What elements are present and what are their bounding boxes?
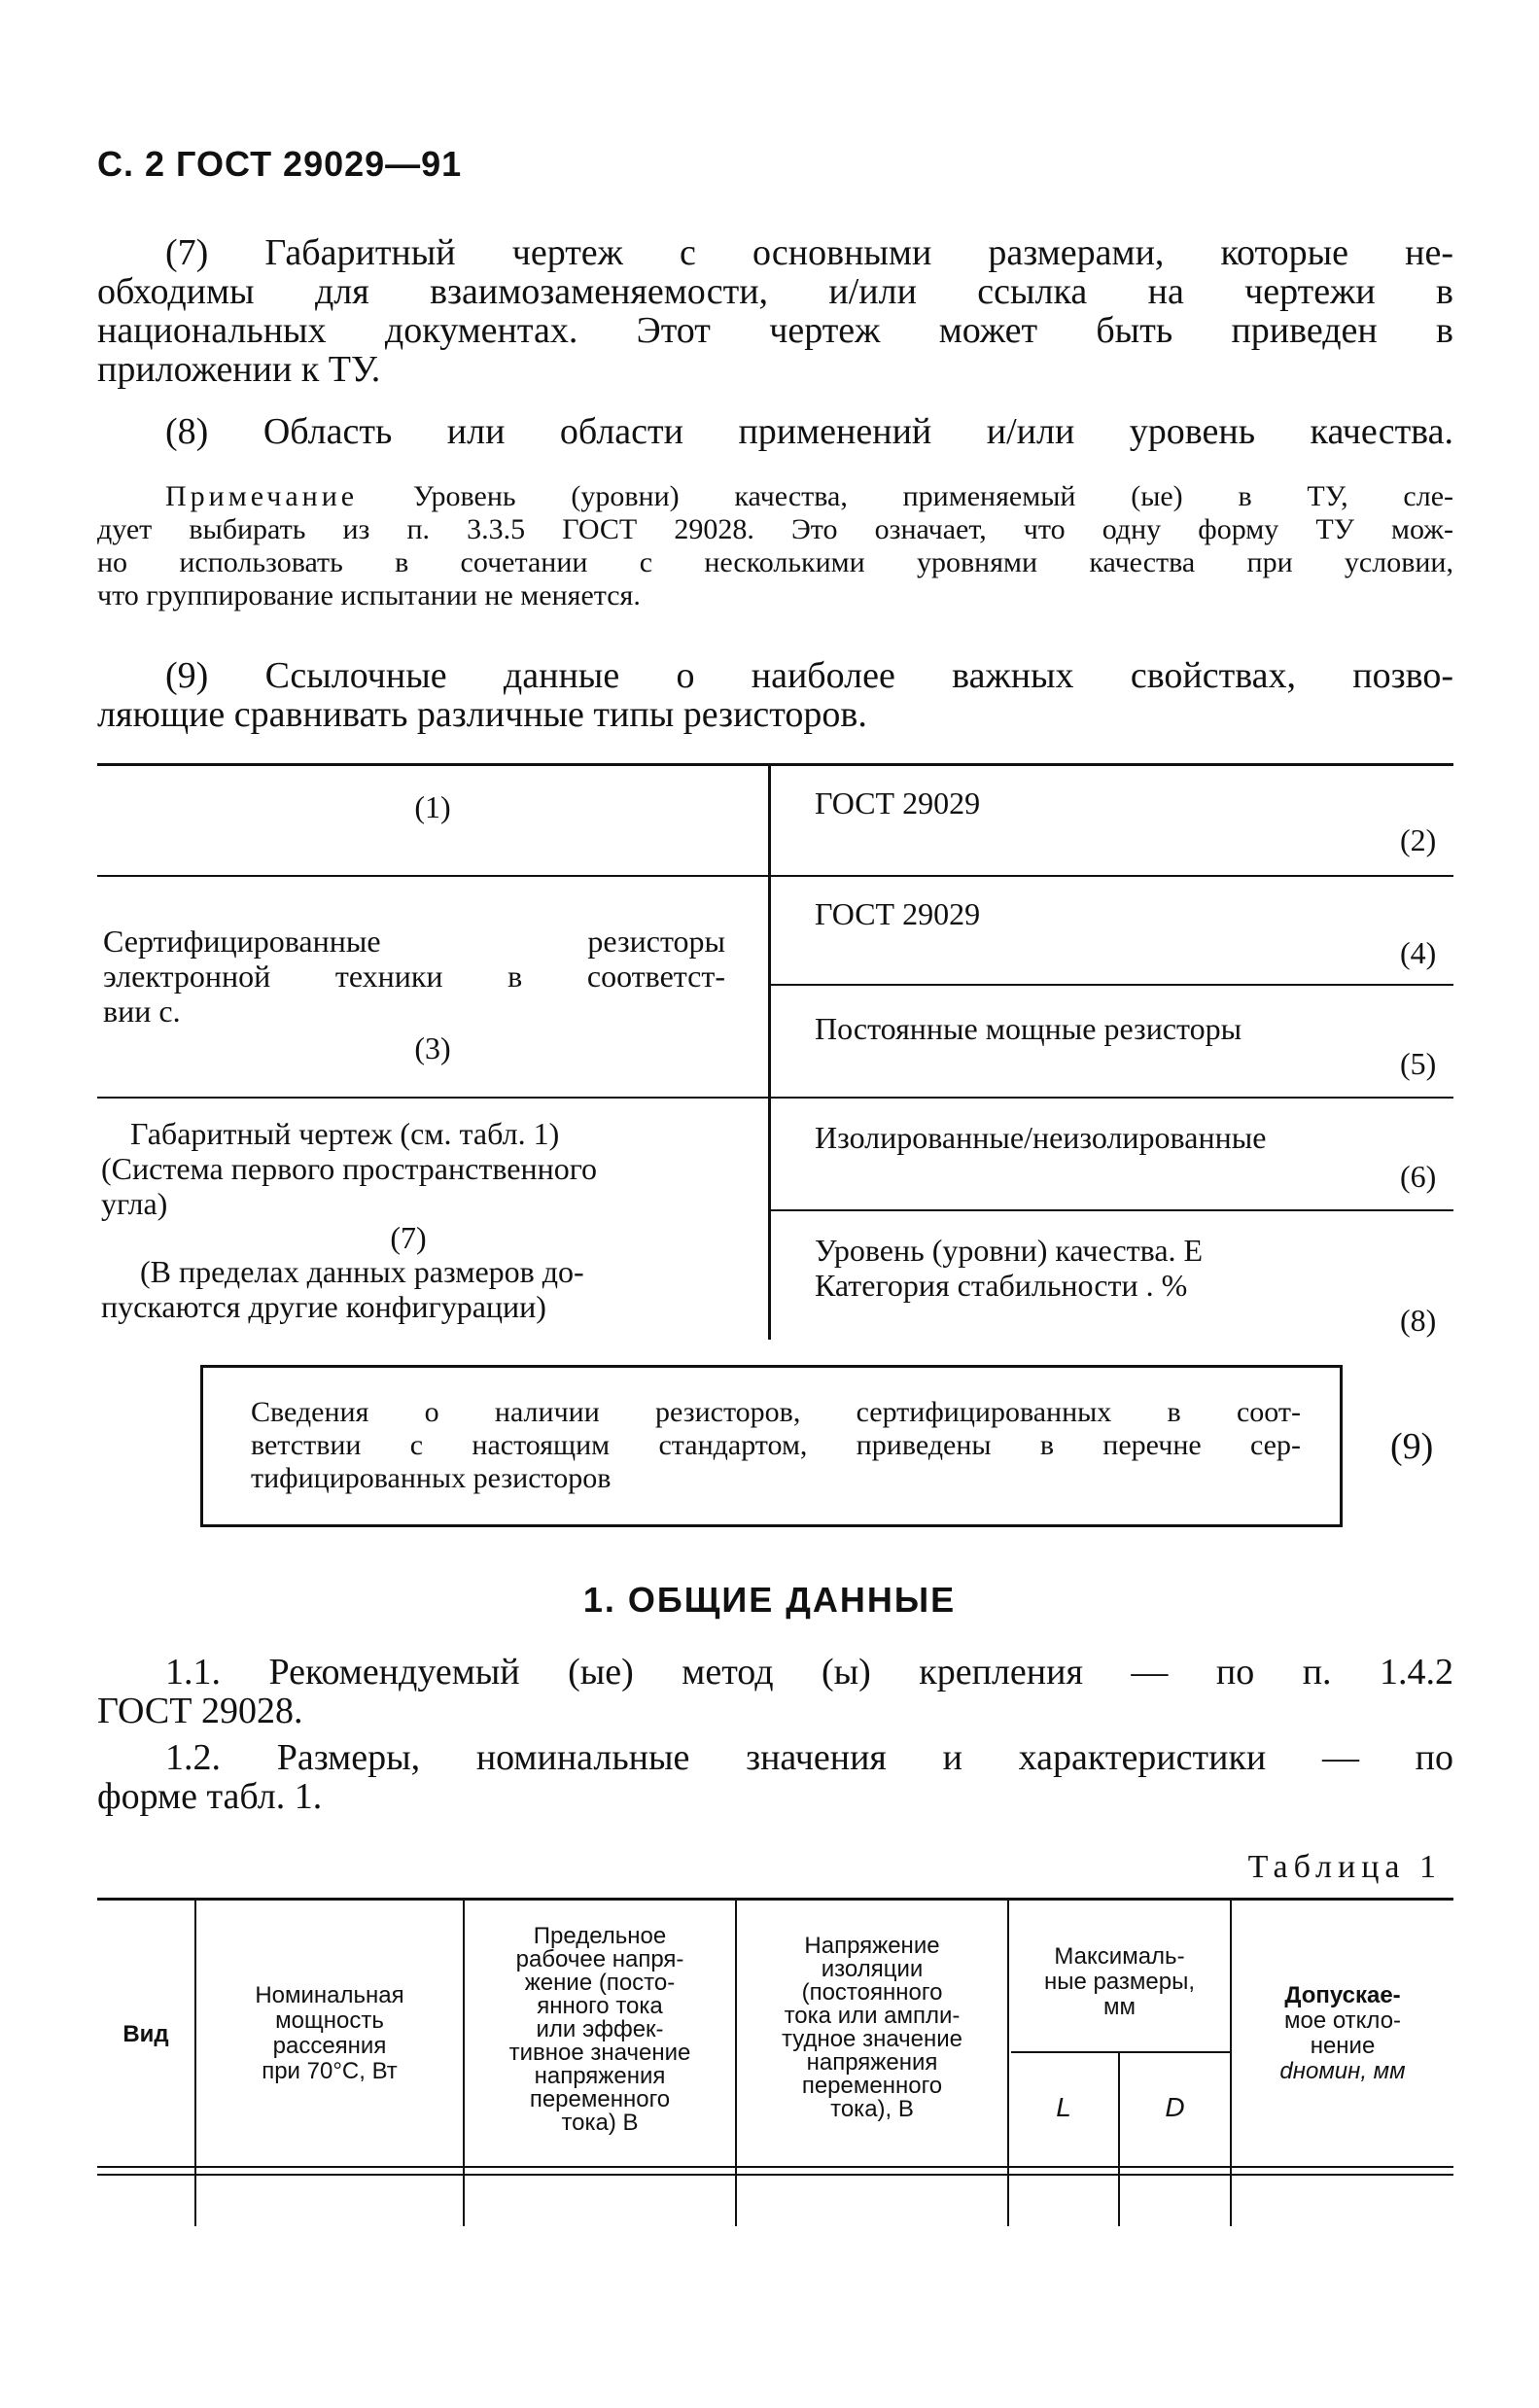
table1-head-isolation-line: тока), В xyxy=(830,2096,914,2122)
item7-line: обходимы для взаимозаменяемости, и/или ссылка на чертежи в xyxy=(97,271,1453,312)
table1-max-rule xyxy=(1011,2051,1230,2053)
note-line xyxy=(97,480,1453,513)
form-cell-7-line: Габаритный чертеж (см. табл. 1) xyxy=(130,1116,560,1151)
p11-paragraph xyxy=(97,1653,1453,1730)
form-cell-8-line: Категория стабильности . % xyxy=(815,1268,1188,1303)
table1-caption: Таблица 1 xyxy=(1247,1849,1442,1885)
table1-head-L: L xyxy=(1056,2092,1071,2122)
table1-head-voltage-line: переменного xyxy=(529,2086,671,2112)
box9-line: Сведения о наличии резисторов, сертифицированных в соот- xyxy=(251,1396,1301,1428)
form-cell-7-extra xyxy=(101,1254,723,1324)
item8-line: (8) Область или области применений и/или уровень качества. xyxy=(165,411,1453,452)
table1-head-power-line: Номинальная xyxy=(255,1982,404,2008)
table1-head-power xyxy=(196,1983,463,2084)
p11-line: ГОСТ 29028. xyxy=(97,1691,303,1731)
note-label: Примечание xyxy=(165,480,359,512)
note-line: но использовать в сочетании с несколькими уровнями качества при условии, xyxy=(97,546,1453,578)
p12-line: форме табл. 1. xyxy=(97,1776,323,1817)
table1-head-max-line: ные размеры, xyxy=(1043,1969,1196,1995)
form-rule-left-1 xyxy=(97,875,768,877)
note-line: дует выбирать из п. 3.3.5 ГОСТ 29028. Это означает, что одну форму ТУ мож- xyxy=(97,513,1453,545)
table1-top-rule xyxy=(97,1898,1453,1901)
form-rule-right-1 xyxy=(771,875,1453,877)
box9-top-rule xyxy=(200,1365,1343,1368)
form-rule-left-2 xyxy=(97,1097,768,1099)
table1-head-power-line: при 70°С, Вт xyxy=(262,2058,398,2084)
item8-paragraph xyxy=(97,412,1453,451)
box9-bottom-rule xyxy=(200,1524,1343,1527)
item7-paragraph xyxy=(97,233,1453,389)
table1-head-voltage-line: или эффек- xyxy=(536,2016,664,2042)
table1-head-voltage-line: тивное значение xyxy=(508,2040,691,2066)
form-cell-8-line: Уровень (уровни) качества. Е xyxy=(815,1233,1204,1268)
form-cell-4-num: (4) xyxy=(1400,935,1437,970)
form-cell-7-line: угла) xyxy=(101,1186,168,1221)
form-cell-3-num: (3) xyxy=(414,1030,451,1065)
table1-head-voltage-line: Предельное xyxy=(533,1923,667,1949)
table1-head-voltage-line: напряжения xyxy=(534,2063,666,2089)
p12-line: 1.2. Размеры, номинальные значения и характеристики — по xyxy=(165,1737,1453,1778)
box9-right-rule xyxy=(1340,1365,1343,1527)
table1-head-deviation-line: мое откло- xyxy=(1283,2007,1402,2034)
form-cell-7-line: (Система первого пространственного xyxy=(101,1151,598,1186)
item9-line: ляющие сравнивать различные типы резисторов. xyxy=(97,694,867,735)
form-cell-1: (1) xyxy=(414,789,451,824)
form-cell-6-num: (6) xyxy=(1400,1159,1437,1194)
table1-head-max-line: мм xyxy=(1103,1994,1136,2020)
table1-head-vid: Вид xyxy=(122,2021,169,2047)
table1-head-deviation-line: dномин, мм xyxy=(1279,2058,1406,2084)
table1-header-rule-1 xyxy=(97,2166,1453,2168)
form-center-rule xyxy=(768,766,771,1340)
form-cell-5-text: Постоянные мощные резисторы xyxy=(815,1011,1242,1046)
box9-line: ветствии с настоящим стандартом, приведены в перечне сер- xyxy=(251,1429,1301,1461)
table1-head-voltage xyxy=(465,1925,735,2135)
table1-head-power-line: мощность xyxy=(275,2007,384,2034)
form-cell-6-text: Изолированные/неизолированные xyxy=(815,1120,1267,1155)
form-rule-right-2 xyxy=(771,984,1453,986)
form-cell-3 xyxy=(103,924,725,1029)
item7-line: национальных документах. Этот чертеж может быть приведен в xyxy=(97,310,1453,351)
form-cell-7-extra-line: пускаются другие конфигурации) xyxy=(101,1289,546,1324)
section-title: 1. ОБЩИЕ ДАННЫЕ xyxy=(582,1580,957,1620)
p11-line: 1.1. Рекомендуемый (ые) метод (ы) крепления — по п. 1.4.2 xyxy=(165,1652,1453,1693)
table1-head-deviation-line: нение xyxy=(1310,2033,1376,2059)
form-top-rule xyxy=(97,763,1453,766)
table1-head-isolation-line: изоляции xyxy=(821,1956,924,1982)
table1-col-rule xyxy=(1118,2053,1120,2226)
table1-head-voltage-line: янного тока xyxy=(537,1993,663,2019)
form-cell-7 xyxy=(101,1116,723,1221)
table1-head-isolation-line: (постоянного xyxy=(801,1979,943,2006)
table1-head-isolation-line: переменного xyxy=(801,2073,943,2099)
item7-line: (7) Габаритный чертеж с основными размерами, которые не- xyxy=(165,232,1453,273)
table1-head-voltage-line: рабочее напря- xyxy=(515,1946,684,1972)
table1-head-voltage-line: жение (посто- xyxy=(524,1970,676,1996)
box9-text xyxy=(251,1396,1301,1495)
note-block xyxy=(97,480,1453,612)
table1-head-D: D xyxy=(1165,2092,1185,2122)
item9-paragraph xyxy=(97,656,1453,734)
note-text: Уровень (уровни) качества, применяемый (ые) в ТУ, сле- xyxy=(412,480,1454,512)
form-cell-2-text: ГОСТ 29029 xyxy=(815,785,981,820)
table1-head-max xyxy=(1009,1944,1230,2020)
form-cell-3-line: Сертифицированные резисторы xyxy=(103,924,725,959)
form-cell-7-extra-line: (В пределах данных размеров до- xyxy=(140,1254,584,1289)
table1-head-isolation-line: Напряжение xyxy=(804,1933,940,1959)
table1-head-max-line: Максималь- xyxy=(1054,1943,1185,1970)
form-cell-3-line: вии с. xyxy=(103,994,181,1029)
form-rule-right-3 xyxy=(771,1097,1453,1099)
page-header: С. 2 ГОСТ 29029—91 xyxy=(97,144,463,184)
box9-line: тифицированных резисторов xyxy=(251,1462,612,1494)
box9-num: (9) xyxy=(1390,1426,1434,1467)
table1-head-isolation-line: тудное значение xyxy=(781,2026,963,2052)
item9-line: (9) Ссылочные данные о наиболее важных свойствах, позво- xyxy=(165,655,1453,696)
table1-head-power-line: рассеяния xyxy=(272,2033,387,2059)
table1-head-isolation-line: тока или ампли- xyxy=(784,2003,961,2029)
form-cell-3-line: электронной техники в соответст- xyxy=(103,959,725,994)
form-cell-8-num: (8) xyxy=(1400,1303,1437,1338)
form-cell-2-num: (2) xyxy=(1400,822,1437,857)
form-cell-7-num: (7) xyxy=(390,1220,427,1255)
table1-header-rule-2 xyxy=(97,2174,1453,2176)
form-cell-4-text: ГОСТ 29029 xyxy=(815,896,981,931)
box9-left-rule xyxy=(200,1365,203,1527)
p12-paragraph xyxy=(97,1738,1453,1816)
table1-head-voltage-line: тока) В xyxy=(561,2110,639,2136)
note-line: что группирование испытании не меняется. xyxy=(97,579,641,611)
form-rule-right-4 xyxy=(771,1209,1453,1211)
table1-head-isolation-line: напряжения xyxy=(806,2049,938,2076)
table1-head-isolation xyxy=(737,1935,1007,2121)
table1-head-deviation-line: Допускае- xyxy=(1284,1982,1401,2008)
form-cell-8 xyxy=(815,1233,1203,1303)
form-cell-5-num: (5) xyxy=(1400,1046,1437,1081)
item7-line: приложении к ТУ. xyxy=(97,349,381,390)
table1-head-deviation xyxy=(1232,1983,1453,2084)
